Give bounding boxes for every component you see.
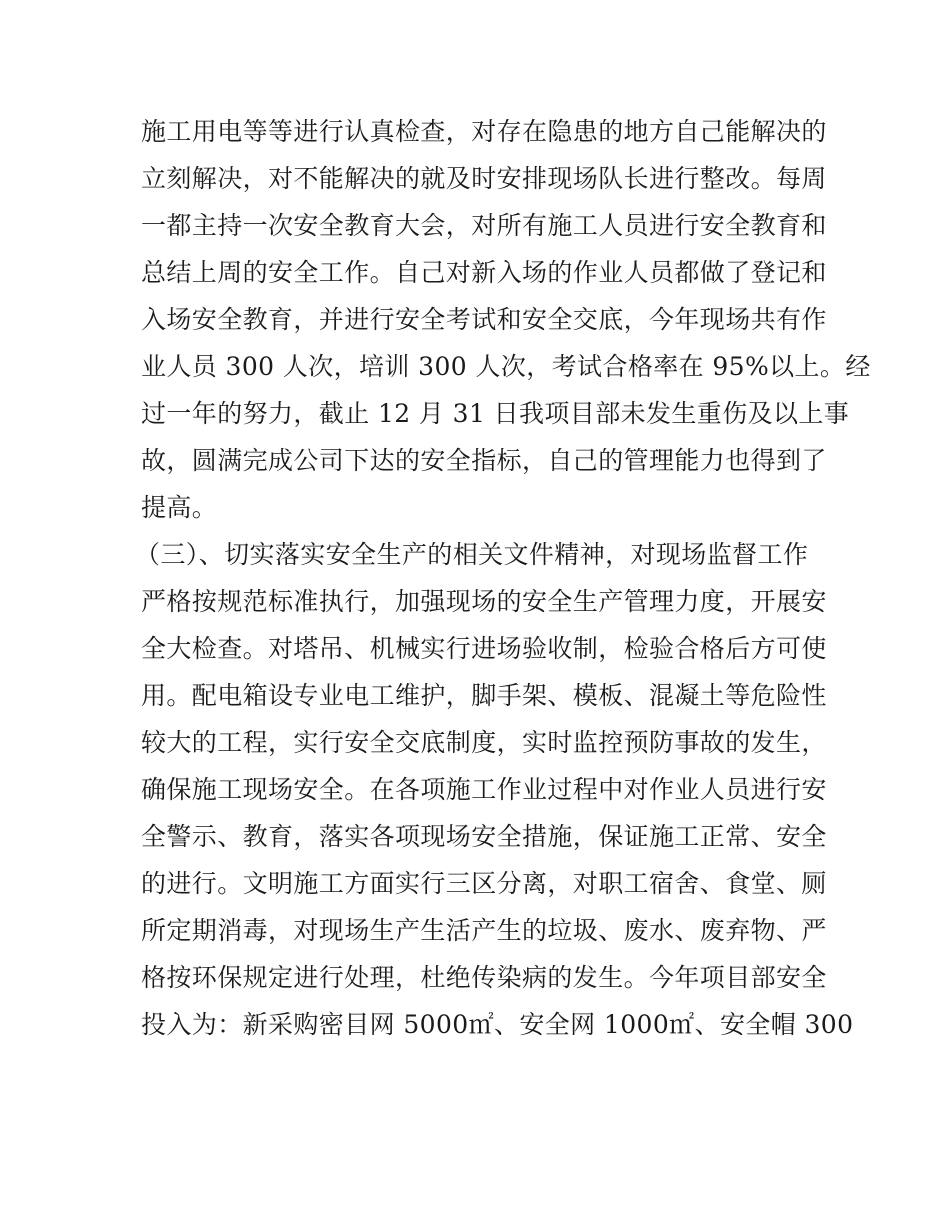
text-line: 全警示、教育，落实各项现场安全措施，保证施工正常、安全 (141, 822, 827, 851)
text-line: 过一年的努力，截止 12 月 31 日我项目部未发生重伤及以上事 (141, 399, 850, 428)
text-line: 格按环保规定进行处理，杜绝传染病的发生。今年项目部安全 (141, 963, 827, 992)
text-line: 确保施工现场安全。在各项施工作业过程中对作业人员进行安 (141, 775, 827, 804)
text-line: 用。配电箱设专业电工维护，脚手架、模板、混凝土等危险性 (141, 681, 827, 710)
text-line: 业人员 300 人次，培训 300 人次，考试合格率在 95%以上。经 (141, 352, 871, 381)
text-line: 严格按规范标准执行，加强现场的安全生产管理力度，开展安 (141, 587, 827, 616)
text-line: 总结上周的安全工作。自己对新入场的作业人员都做了登记和 (141, 258, 827, 287)
text-line: 入场安全教育，并进行安全考试和安全交底，今年现场共有作 (141, 305, 827, 334)
text-line: 一都主持一次安全教育大会，对所有施工人员进行安全教育和 (141, 211, 827, 240)
text-line: 故，圆满完成公司下达的安全指标，自己的管理能力也得到了 (141, 446, 827, 475)
text-line: 所定期消毒，对现场生产生活产生的垃圾、废水、废弃物、严 (141, 916, 827, 945)
text-line: 提高。 (141, 493, 218, 522)
text-line: 施工用电等等进行认真检查，对存在隐患的地方自己能解决的 (141, 117, 827, 146)
section-heading-line: （三）、切实落实安全生产的相关文件精神，对现场监督工作 (135, 540, 809, 569)
text-line: 投入为：新采购密目网 5000㎡、安全网 1000㎡、安全帽 300 (141, 1010, 854, 1039)
text-line: 立刻解决，对不能解决的就及时安排现场队长进行整改。每周 (141, 164, 827, 193)
body-text (135, 108, 871, 1048)
text-line: 的进行。文明施工方面实行三区分离，对职工宿舍、食堂、厕 (141, 869, 827, 898)
text-line: 全大检查。对塔吊、机械实行进场验收制，检验合格后方可使 (141, 634, 827, 663)
text-line: 较大的工程，实行安全交底制度，实时监控预防事故的发生， (141, 728, 827, 757)
